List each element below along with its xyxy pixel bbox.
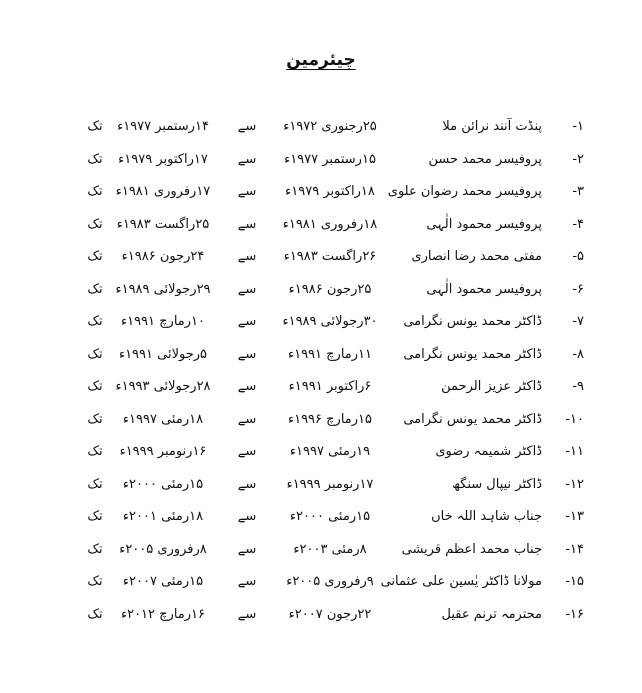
list-item — [0, 217, 642, 250]
end-date: ۲۵راگست ۱۹۸۳ء — [116, 216, 210, 232]
from-word: سے — [237, 606, 257, 622]
chairman-name: ڈاکٹر محمد یونس نگرامی — [403, 411, 542, 427]
end-date: ۲۴رجون ۱۹۸۶ء — [121, 249, 205, 264]
start-date: ۸رمئی ۲۰۰۳ء — [293, 541, 367, 557]
from-word: سے — [237, 346, 257, 362]
until-word: تک — [87, 444, 103, 459]
start-date: ۹رفروری ۲۰۰۵ء — [286, 574, 374, 589]
serial-number: ۱۰- — [565, 411, 584, 427]
end-date: ۸رفروری ۲۰۰۵ء — [119, 541, 207, 557]
from-word: سے — [237, 541, 257, 557]
list-item — [0, 509, 642, 542]
list-item — [0, 607, 642, 640]
start-date: ۱۵رمئی ۲۰۰۰ء — [289, 509, 371, 524]
end-date: ۵رجولائی ۱۹۹۱ء — [118, 346, 208, 362]
start-date: ۱۵رستمبر ۱۹۷۷ء — [284, 151, 376, 167]
until-word: تک — [87, 476, 103, 492]
list-item — [0, 282, 642, 315]
until-word: تک — [87, 574, 103, 589]
serial-number: ۷- — [572, 314, 584, 329]
list-item — [0, 314, 642, 347]
start-date: ۱۵رمارچ ۱۹۹۶ء — [287, 411, 373, 427]
serial-number: ۴- — [572, 216, 584, 232]
list-item — [0, 574, 642, 607]
start-date: ۲۶راگست ۱۹۸۳ء — [283, 249, 377, 264]
start-date: ۱۷رنومبر ۱۹۹۹ء — [286, 476, 374, 492]
list-item — [0, 119, 642, 152]
end-date: ۱۶رنومبر ۱۹۹۹ء — [119, 444, 207, 459]
chairman-name: مولانا ڈاکٹر یٰسین علی عثمانی — [380, 574, 542, 589]
list-item — [0, 347, 642, 380]
from-word: سے — [237, 476, 257, 492]
serial-number: ۱- — [572, 119, 584, 134]
start-date: ۳۰رجولائی ۱۹۸۹ء — [282, 314, 378, 329]
chairman-name: ڈاکٹر محمد یونس نگرامی — [403, 314, 542, 329]
serial-number: ۳- — [572, 184, 584, 199]
until-word: تک — [87, 216, 103, 232]
serial-number: ۸- — [572, 346, 584, 362]
until-word: تک — [87, 184, 103, 199]
chairman-name: جناب محمد اعظم قریشی — [401, 541, 542, 557]
end-date: ۱۷رفروری ۱۹۸۱ء — [115, 184, 211, 199]
from-word: سے — [237, 249, 257, 264]
list-item — [0, 542, 642, 575]
chairman-name: پروفیسر محمود الٰہی — [426, 281, 542, 297]
until-word: تک — [87, 249, 103, 264]
chairman-name: جناب شاہد اللہ خاں — [431, 509, 542, 524]
from-word: سے — [237, 281, 257, 297]
end-date: ۱۸رمئی ۱۹۹۷ء — [122, 411, 204, 427]
end-date: ۱۷راکتوبر ۱۹۷۹ء — [118, 151, 208, 167]
from-word: سے — [237, 314, 257, 329]
list-item — [0, 249, 642, 282]
end-date: ۱۶رمارچ ۲۰۱۲ء — [120, 606, 206, 622]
serial-number: ۲- — [572, 151, 584, 167]
start-date: ۱۹رمئی ۱۹۹۷ء — [289, 444, 371, 459]
page-title-text: چیئرمین — [286, 50, 356, 70]
serial-number: ۶- — [572, 281, 584, 297]
serial-number: ۱۵- — [565, 574, 584, 589]
serial-number: ۹- — [572, 379, 584, 394]
until-word: تک — [87, 314, 103, 329]
until-word: تک — [87, 281, 103, 297]
list-item — [0, 152, 642, 185]
chairmen-list — [0, 119, 642, 639]
end-date: ۱۵رمئی ۲۰۰۷ء — [122, 574, 204, 589]
start-date: ۲۵رجنوری ۱۹۷۲ء — [283, 119, 377, 134]
serial-number: ۱۶- — [565, 606, 584, 622]
start-date: ۱۸رفروری ۱۹۸۱ء — [282, 216, 378, 232]
chairman-name: پروفیسر محمد رضوان علوی — [387, 184, 542, 199]
list-item — [0, 444, 642, 477]
until-word: تک — [87, 346, 103, 362]
chairman-name: پنڈت آنند نرائن ملا — [442, 119, 542, 134]
start-date: ۲۲رجون ۲۰۰۷ء — [288, 606, 372, 622]
from-word: سے — [237, 411, 257, 427]
start-date: ۱۱رمارچ ۱۹۹۱ء — [287, 346, 373, 362]
serial-number: ۵- — [572, 249, 584, 264]
end-date: ۲۸رجولائی ۱۹۹۳ء — [115, 379, 211, 394]
from-word: سے — [237, 216, 257, 232]
serial-number: ۱۴- — [565, 541, 584, 557]
until-word: تک — [87, 151, 103, 167]
from-word: سے — [237, 574, 257, 589]
chairman-name: پروفیسر محمود الٰہی — [426, 216, 542, 232]
serial-number: ۱۳- — [565, 509, 584, 524]
from-word: سے — [237, 184, 257, 199]
until-word: تک — [87, 509, 103, 524]
start-date: ۱۸راکتوبر ۱۹۷۹ء — [285, 184, 375, 199]
list-item — [0, 412, 642, 445]
from-word: سے — [237, 509, 257, 524]
serial-number: ۱۲- — [565, 476, 584, 492]
start-date: ۶راکتوبر ۱۹۹۱ء — [288, 379, 372, 394]
chairman-name: محترمہ ترنم عقیل — [441, 606, 542, 622]
chairman-name: مفتی محمد رضا انصاری — [411, 249, 542, 264]
chairman-name: ڈاکٹر محمد یونس نگرامی — [403, 346, 542, 362]
end-date: ۱۸رمئی ۲۰۰۱ء — [122, 509, 204, 524]
chairman-name: پروفیسر محمد حسن — [428, 151, 542, 167]
from-word: سے — [237, 119, 257, 134]
start-date: ۲۵رجون ۱۹۸۶ء — [288, 281, 372, 297]
list-item — [0, 379, 642, 412]
list-item — [0, 184, 642, 217]
chairman-name: ڈاکٹر نیپال سنگھ — [451, 476, 542, 492]
from-word: سے — [237, 444, 257, 459]
until-word: تک — [87, 379, 103, 394]
from-word: سے — [237, 151, 257, 167]
until-word: تک — [87, 411, 103, 427]
until-word: تک — [87, 119, 103, 134]
page-title — [0, 50, 642, 70]
end-date: ۱۵رمئی ۲۰۰۰ء — [122, 476, 204, 492]
from-word: سے — [237, 379, 257, 394]
until-word: تک — [87, 541, 103, 557]
until-word: تک — [87, 606, 103, 622]
end-date: ۲۹رجولائی ۱۹۸۹ء — [115, 281, 211, 297]
chairman-name: ڈاکٹر شمیمہ رضوی — [435, 444, 542, 459]
end-date: ۱۰رمارچ ۱۹۹۱ء — [120, 314, 206, 329]
end-date: ۱۴رستمبر ۱۹۷۷ء — [117, 119, 209, 134]
list-item — [0, 477, 642, 510]
chairman-name: ڈاکٹر عزیز الرحمن — [441, 379, 542, 394]
serial-number: ۱۱- — [565, 444, 584, 459]
